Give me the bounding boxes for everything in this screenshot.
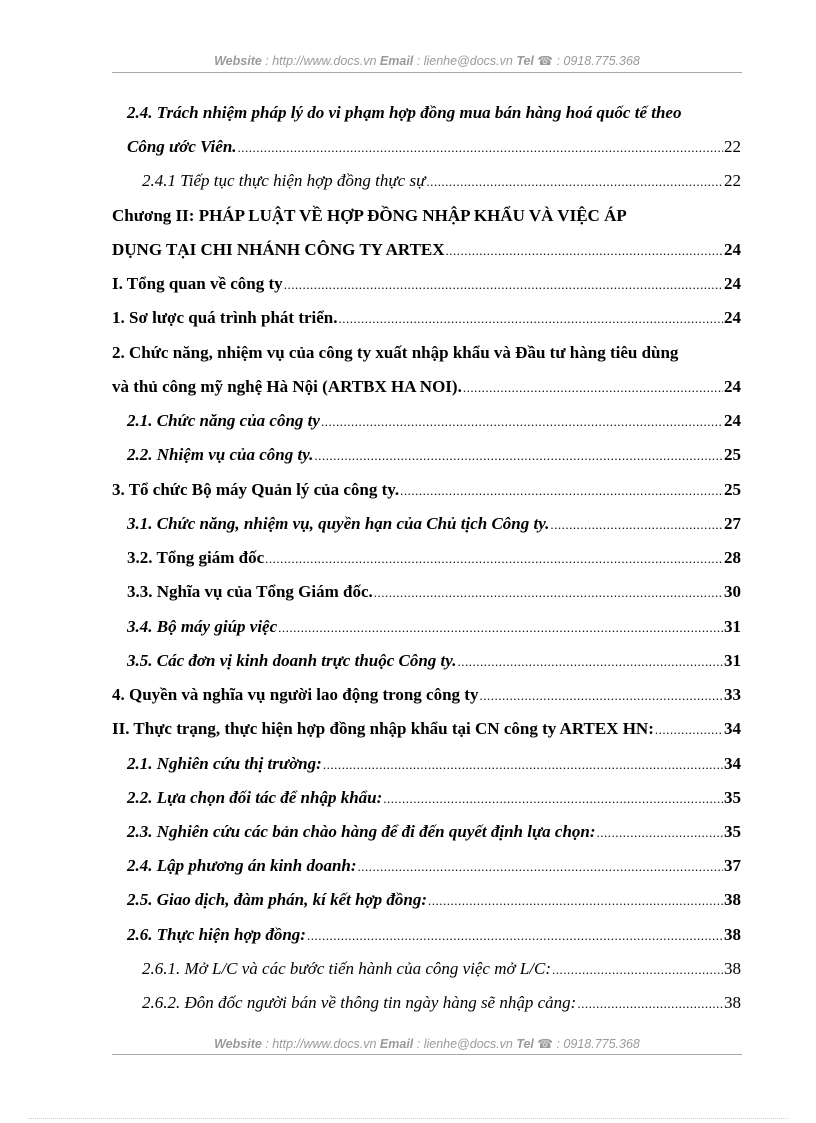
dot-leader: [358, 854, 723, 880]
toc-entry-ii-2-5: [127, 887, 741, 913]
dot-leader: [577, 991, 723, 1017]
toc-entry-2: [112, 374, 741, 400]
dot-leader: [597, 820, 723, 846]
toc-entry-3-4: [127, 614, 741, 640]
toc-entry-page: 38: [724, 959, 741, 978]
toc-entry-page: 24: [724, 240, 741, 259]
dot-leader: [457, 649, 723, 675]
dot-leader: [400, 478, 723, 504]
toc-entry-title: DỤNG TẠI CHI NHÁNH CÔNG TY ARTEX: [112, 240, 445, 259]
dot-leader: [428, 888, 723, 914]
toc-entry-4: [112, 682, 741, 708]
toc-entry-3-5: [127, 648, 741, 674]
toc-entry-page: 22: [724, 171, 741, 190]
dot-leader: [339, 306, 724, 332]
footer-rule: [112, 1054, 742, 1055]
toc-entry-page: 24: [724, 377, 741, 396]
dot-leader: [314, 443, 723, 469]
toc-entry-page: 31: [724, 617, 741, 636]
toc-entry-title: 3.5. Các đơn vị kinh doanh trực thuộc Công ty.: [127, 651, 457, 670]
toc-entry-3-1: [127, 511, 741, 537]
dot-leader: [383, 786, 723, 812]
toc-entry-1: [112, 305, 741, 331]
footer-tel-value: : 0918.775.368: [552, 1037, 640, 1051]
toc-entry-page: 38: [724, 925, 741, 944]
toc-entry-page: 28: [724, 548, 741, 567]
dot-leader: [321, 409, 723, 435]
toc-entry-ii-2-6-1: [142, 956, 741, 982]
toc-entry-title: 2.2. Lựa chọn đối tác để nhập khẩu:: [127, 788, 383, 807]
telephone-icon: ☎: [537, 1037, 553, 1051]
dot-leader: [278, 615, 723, 641]
toc-entry-2-2: [127, 442, 741, 468]
toc-entry-page: 35: [724, 788, 741, 807]
toc-entry-title: Công ước Viên.: [127, 137, 237, 156]
toc-entry-title: 3.3. Nghĩa vụ của Tổng Giám đốc.: [127, 582, 373, 601]
header-email-value: : lienhe@docs.vn: [413, 54, 517, 68]
toc-entry-title: 4. Quyền và nghĩa vụ người lao động trong công ty: [112, 685, 479, 704]
header-email-label: Email: [379, 54, 414, 68]
header-tel-label: Tel: [516, 54, 534, 68]
toc-entry-page: 38: [724, 890, 741, 909]
toc-entry-page: 24: [724, 308, 741, 327]
dot-leader: [307, 923, 723, 949]
toc-entry-ii-2-3: [127, 819, 741, 845]
dot-leader: [446, 238, 723, 264]
toc-entry-section-i: [112, 271, 741, 297]
toc-entry-2-4-line1: 2.4. Trách nhiệm pháp lý do vi phạm hợp đồng mua bán hàng hoá quốc tế theo: [127, 103, 682, 122]
toc-entry-title: 2.6.1. Mở L/C và các bước tiến hành của công việc mở L/C:: [142, 959, 551, 978]
header-website-label: Website: [214, 54, 262, 68]
toc-entry-page: 24: [724, 411, 741, 430]
toc-entry-page: 38: [724, 993, 741, 1012]
toc-entry-2-line1: 2. Chức năng, nhiệm vụ của công ty xuất nhập khẩu và Đầu tư hàng tiêu dùng: [112, 343, 679, 362]
dot-leader: [550, 512, 723, 538]
toc-entry-3-2: [127, 545, 741, 571]
toc-entry-chapter-2: [112, 237, 741, 263]
dot-leader: [323, 752, 723, 778]
toc-entry-ii-2-1: [127, 751, 741, 777]
toc-entry-section-ii: [112, 716, 741, 742]
toc-entry-title: 2.1. Chức năng của công ty: [127, 411, 320, 430]
toc-entry-2-4-1: [142, 168, 741, 194]
footer-email-label: Email: [379, 1037, 414, 1051]
toc-entry-title: 3.1. Chức năng, nhiệm vụ, quyền hạn của Chủ tịch Công ty.: [127, 514, 550, 533]
toc-entry-2-1: [127, 408, 741, 434]
toc-entry-title: 3.2. Tổng giám đốc: [127, 548, 265, 567]
header-website-value: : http://www.docs.vn: [261, 54, 380, 68]
toc-entry-page: 25: [724, 445, 741, 464]
toc-entry-page: 27: [724, 514, 741, 533]
footer-website-label: Website: [214, 1037, 262, 1051]
toc-entry-title: II. Thực trạng, thực hiện hợp đồng nhập khẩu tại CN công ty ARTEX HN:: [112, 719, 654, 738]
toc-entry-page: 34: [724, 719, 741, 738]
toc-entry-page: 31: [724, 651, 741, 670]
dot-leader: [479, 683, 723, 709]
toc-entry-page: 35: [724, 822, 741, 841]
footer-website-value: : http://www.docs.vn: [261, 1037, 380, 1051]
toc-entry-title: 3.4. Bộ máy giúp việc: [127, 617, 278, 636]
dot-leader: [552, 957, 723, 983]
footer-tel-label: Tel: [516, 1037, 534, 1051]
dot-leader: [426, 169, 723, 195]
toc-entry-ii-2-2: [127, 785, 741, 811]
toc-entry-ii-2-6-2: [142, 990, 741, 1016]
toc-entry-chapter-2-line1: Chương II: PHÁP LUẬT VỀ HỢP ĐỒNG NHẬP KHẨU VÀ VIỆC ÁP: [112, 206, 627, 225]
toc-entry-title: 2.4.1 Tiếp tục thực hiện hợp đồng thực sự: [142, 171, 426, 190]
toc-entry-title: I. Tổng quan về công ty: [112, 274, 283, 293]
toc-entry-title: 2.6. Thực hiện hợp đồng:: [127, 925, 306, 944]
dot-leader: [374, 580, 723, 606]
toc-entry-title: 3. Tổ chức Bộ máy Quản lý của công ty.: [112, 480, 400, 499]
toc-entry-2-4: [127, 134, 741, 160]
toc-entry-page: 34: [724, 754, 741, 773]
toc-entry-ii-2-6: [127, 922, 741, 948]
page-bottom-dotted-border: [28, 1118, 788, 1119]
dot-leader: [238, 135, 723, 161]
toc-entry-title: 2.1. Nghiên cứu thị trường:: [127, 754, 322, 773]
toc-entry-page: 22: [724, 137, 741, 156]
toc-entry-title: 1. Sơ lược quá trình phát triển.: [112, 308, 338, 327]
toc-entry-3: [112, 477, 741, 503]
toc-entry-title: 2.5. Giao dịch, đàm phán, kí kết hợp đồng:: [127, 890, 428, 909]
dot-leader: [284, 272, 723, 298]
dot-leader: [463, 375, 723, 401]
toc-entry-ii-2-4: [127, 853, 741, 879]
toc-entry-page: 37: [724, 856, 741, 875]
telephone-icon: ☎: [537, 54, 553, 68]
dot-leader: [655, 717, 723, 743]
footer-email-value: : lienhe@docs.vn: [413, 1037, 517, 1051]
toc-entry-title: 2.3. Nghiên cứu các bản chào hàng để đi đến quyết định lựa chọn:: [127, 822, 596, 841]
toc-entry-page: 33: [724, 685, 741, 704]
header-tel-value: : 0918.775.368: [552, 54, 640, 68]
toc-entry-title: và thủ công mỹ nghệ Hà Nội (ARTBX HA NOI).: [112, 377, 462, 396]
toc-entry-page: 25: [724, 480, 741, 499]
toc-entry-3-3: [127, 579, 741, 605]
toc-entry-page: 24: [724, 274, 741, 293]
dot-leader: [265, 546, 723, 572]
toc-entry-page: 30: [724, 582, 741, 601]
toc-entry-title: 2.6.2. Đôn đốc người bán về thông tin ngày hàng sẽ nhập cảng:: [142, 993, 577, 1012]
page-footer: [112, 1036, 742, 1051]
toc-entry-title: 2.4. Lập phương án kinh doanh:: [127, 856, 357, 875]
toc-entry-title: 2.2. Nhiệm vụ của công ty.: [127, 445, 314, 464]
